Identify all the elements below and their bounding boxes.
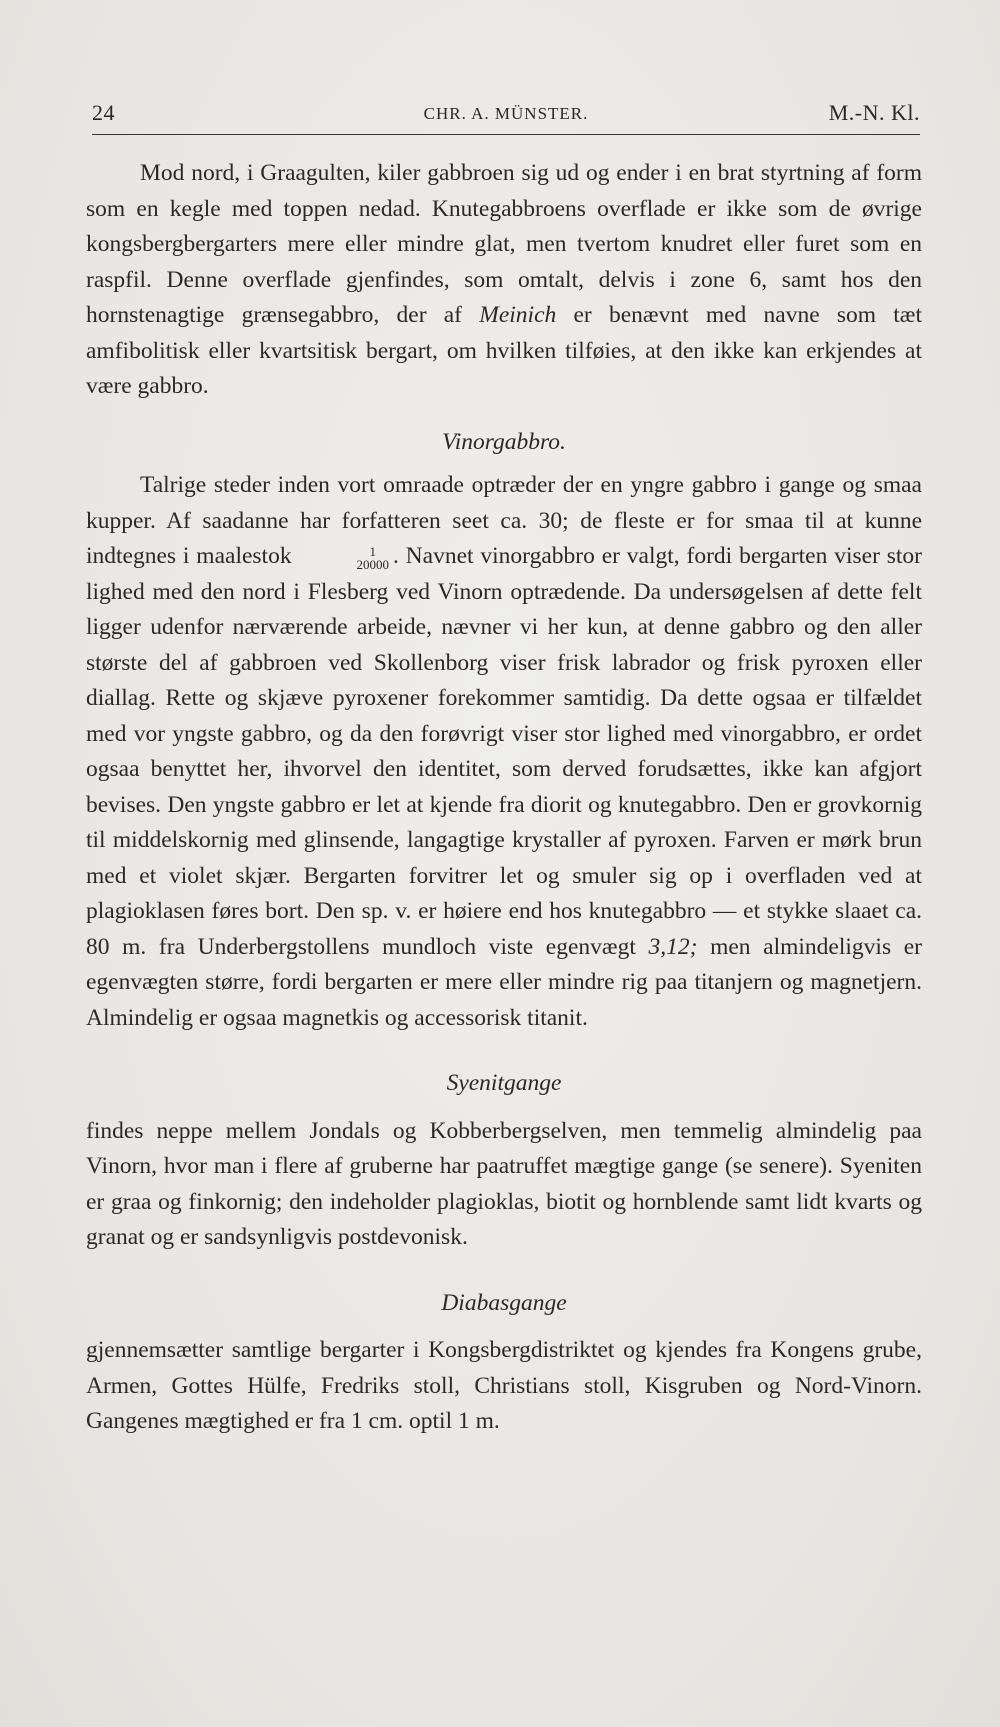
paragraph-knutegabbro xyxy=(86,156,922,405)
header-rule xyxy=(92,134,920,135)
scale-denominator: 20000 xyxy=(356,556,389,572)
paragraph-vinorgabbro xyxy=(86,468,922,1036)
section-heading-vinorgabbro: Vinorgabbro. xyxy=(442,428,566,455)
running-header-author: CHR. A. MÜNSTER. xyxy=(423,104,589,123)
page-body xyxy=(86,156,922,1440)
section-heading-syenitgange: Syenitgange xyxy=(446,1070,562,1096)
paragraph-text: Mod nord, i Graagulten, kiler gabbroen sig ud og ender i en brat styrtning af form som en kegle med toppen nedad. Knutegabbroens overflade er ikke som de øvrige kongsbergbergarters mere eller mindre glat, men tvertom knudret eller furet som en raspfil. Denne overflade gjenfindes, som omtalt, delvis i zone 6, samt hos den hornstenagtige grænsegabbro, der af xyxy=(86,160,922,328)
paragraph-text: men almindeligvis er egenvægten større, fordi bergarten er mere eller mindre rig paa titanjern og magnetjern. Almindelig er ogsaa magnetkis og accessorisk titanit. xyxy=(86,933,922,1031)
paragraph-syenitgange: findes neppe mellem Jondals og Kobberbergselven, men temmelig almindelig paa Vinorn, hvor man i flere af gruberne har paatruffet mægtige gange (se senere). Syeniten er graa og finkornig; den indeholder plagioklas, biotit og hornblende samt lidt kvarts og granat og er sandsynligvis postdevonisk. xyxy=(86,1117,922,1250)
scale-numerator: 1 xyxy=(369,543,376,559)
running-header xyxy=(92,100,920,130)
scale-fraction xyxy=(302,545,389,571)
section-heading-diabasgange: Diabasgange xyxy=(441,1289,567,1316)
paragraph-diabasgange: gjennemsætter samtlige bergarter i Kongsbergdistriktet og kjendes fra Kongens grube, Armen, Gottes Hülfe, Fredriks stoll, Christians stoll, Kisgruben og Nord-Vinorn. Gangenes mægtighed er fra 1 cm. optil 1 m. xyxy=(86,1337,922,1434)
paragraph-text: er benævnt med navne som tæt amfibolitisk eller kvartsitisk bergart, om hvilken tilføies, at den ikke kan erkjendes at være gabbro. xyxy=(86,302,922,399)
author-reference: Meinich xyxy=(479,302,557,328)
paragraph-text: . Navnet vinorgabbro er valgt, fordi bergarten viser stor lighed med den nord i Flesberg ved Vinorn optrædende. Da undersøgelsen af dette felt ligger udenfor nærværende arbeide, nævner vi her kun, at denne gabbro og den aller største del af gabbroen ved Skollenborg viser frisk labrador og frisk pyroxen eller diallag. Rette og skjæve pyroxener forekommer samtidig. Da dette ogsaa er tilfældet med vor yngste gabbro, og da den forøvrigt viser stor lighed med vinorgabbro, er ordet ogsaa benyttet her, ihvorvel den identitet, som derved forudsættes, ikke kan afgjort bevises. Den yngste gabbro er let at kjende fra diorit og knutegabbro. Den er grovkornig til middelskornig med glinsende, langagtige krystaller af pyroxen. Farven er mørk brun med et violet skjær. Bergarten forvitrer let og smuler sig op i overfladen ved at plagioklasen føres bort. Den sp. v. er høiere end hos knutegabbro — et stykke slaaet ca. 80 m. fra Underbergstollens mundloch viste egenvægt xyxy=(86,543,923,960)
paragraph-text: Talrige steder inden vort omraade optræder der en yngre gabbro i gange og smaa kupper. Af saadanne har forfatteren seet ca. 30; de fleste er for smaa til at kunne indtegnes i maalestok xyxy=(86,472,922,569)
page-number: 24 xyxy=(92,100,115,125)
running-header-section: M.-N. Kl. xyxy=(828,100,920,125)
density-value: 3,12; xyxy=(648,933,698,960)
